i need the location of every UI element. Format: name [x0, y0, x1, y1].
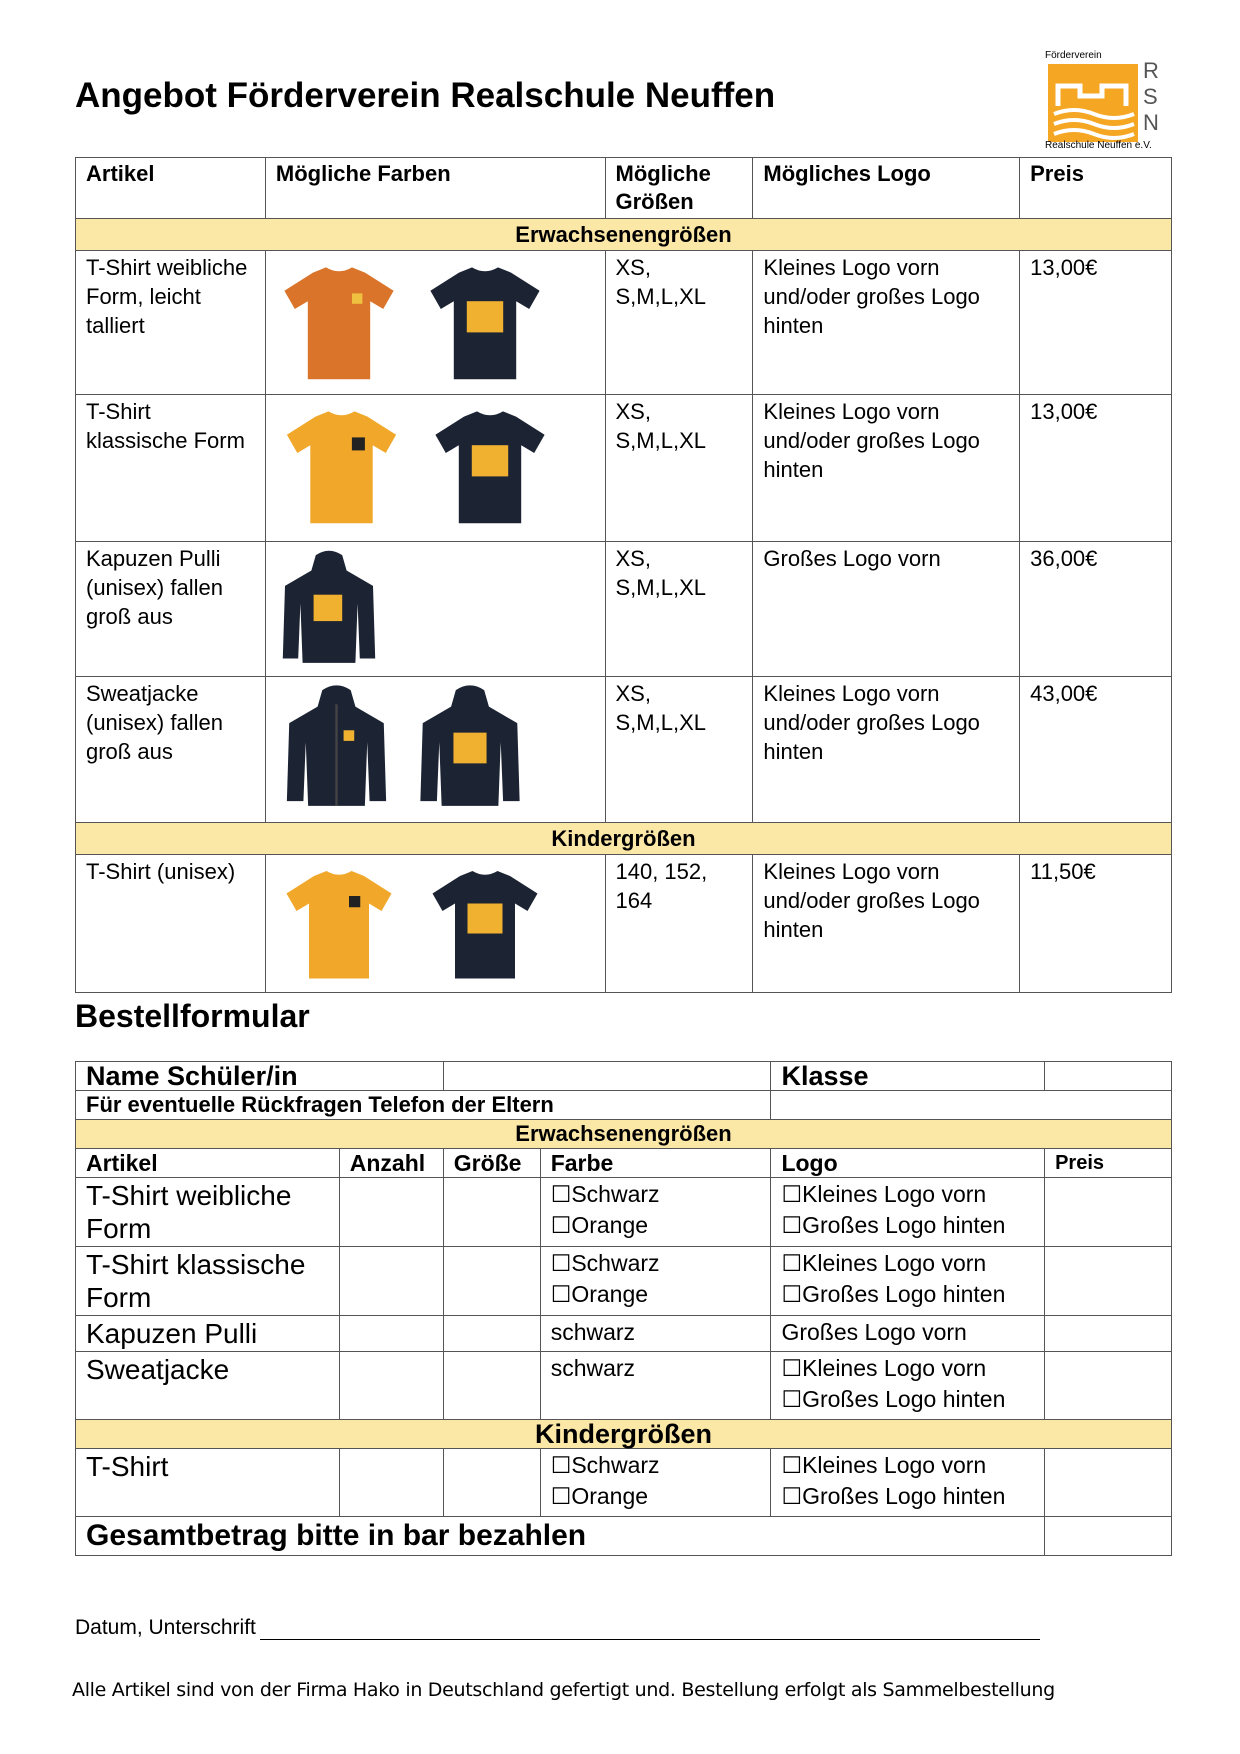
farbe-options[interactable]	[540, 1247, 771, 1316]
checkbox-option[interactable]: ☐Kleines Logo vorn	[781, 1452, 987, 1478]
offer-images	[265, 677, 605, 823]
section-band-adult: Erwachsenengrößen	[76, 219, 1172, 251]
phone-label: Für eventuelle Rückfragen Telefon der Eltern	[76, 1091, 771, 1120]
preis-input[interactable]	[1045, 1449, 1172, 1517]
offer-groessen: XS, S,M,L,XL	[605, 542, 753, 677]
logo-options[interactable]	[771, 1178, 1045, 1247]
form-header: Anzahl	[339, 1149, 443, 1178]
anzahl-input[interactable]	[339, 1178, 443, 1247]
offer-images	[265, 542, 605, 677]
footer-note: Alle Artikel sind von der Firma Hako in Deutschland gefertigt und. Bestellung erfolgt als Sammelbestellung	[72, 1679, 1055, 1701]
offer-groessen: XS, S,M,L,XL	[605, 677, 753, 823]
offer-artikel: Sweatjacke (unisex) fallen groß aus	[76, 677, 266, 823]
checkbox-option[interactable]: ☐Schwarz	[550, 1250, 660, 1276]
checkbox-option[interactable]: ☐Großes Logo hinten	[781, 1212, 1006, 1238]
offer-groessen: 140, 152, 164	[605, 855, 753, 993]
form-header: Artikel	[76, 1149, 340, 1178]
tshirt-navy-image	[410, 257, 560, 387]
checkbox-option[interactable]: ☐Schwarz	[550, 1181, 660, 1207]
offer-row	[76, 251, 1172, 395]
form-row	[76, 1449, 1172, 1517]
logo-options[interactable]	[771, 1449, 1045, 1517]
preis-input[interactable]	[1045, 1178, 1172, 1247]
signature-label: Datum, Unterschrift	[75, 1616, 256, 1639]
form-artikel: Sweatjacke	[76, 1352, 340, 1420]
checkbox-option[interactable]: ☐Kleines Logo vorn	[781, 1250, 987, 1276]
signature-line	[75, 1616, 1040, 1640]
association-logo	[1045, 44, 1170, 152]
farbe-options[interactable]	[540, 1449, 771, 1517]
total-label: Gesamtbetrag bitte in bar bezahlen	[76, 1517, 1045, 1556]
logo-letter: S	[1143, 84, 1158, 109]
anzahl-input[interactable]	[339, 1247, 443, 1316]
checkbox-option[interactable]: ☐Großes Logo hinten	[781, 1281, 1006, 1307]
form-header: Größe	[443, 1149, 540, 1178]
form-header: Preis	[1045, 1149, 1172, 1178]
checkbox-option[interactable]: ☐Kleines Logo vorn	[781, 1355, 987, 1381]
logo-bottom-text: Realschule Neuffen e.V.	[1045, 140, 1152, 151]
signature-input[interactable]	[260, 1619, 1040, 1640]
offer-table	[75, 157, 1172, 993]
groesse-input[interactable]	[443, 1178, 540, 1247]
offer-logo: Kleines Logo vorn und/oder großes Logo hinten	[753, 855, 1020, 993]
tshirt-navy-kids-image	[410, 861, 560, 986]
offer-preis: 13,00€	[1020, 395, 1172, 542]
offer-images	[265, 251, 605, 395]
logo-letter: N	[1143, 110, 1159, 135]
form-header-row	[76, 1149, 1172, 1178]
offer-preis: 13,00€	[1020, 251, 1172, 395]
name-row	[76, 1062, 1172, 1091]
offer-row	[76, 395, 1172, 542]
offer-preis: 11,50€	[1020, 855, 1172, 993]
checkbox-option[interactable]: ☐Orange	[550, 1212, 649, 1238]
logo-value: Großes Logo vorn	[771, 1316, 1045, 1352]
total-row	[76, 1517, 1172, 1556]
klasse-input[interactable]	[1045, 1062, 1172, 1091]
form-artikel: T-Shirt klassische Form	[76, 1247, 340, 1316]
form-artikel: T-Shirt	[76, 1449, 340, 1517]
checkbox-option[interactable]: ☐Orange	[550, 1483, 649, 1509]
tshirt-navy-image	[415, 401, 565, 531]
farbe-value: schwarz	[540, 1316, 771, 1352]
offer-artikel: T-Shirt weibliche Form, leicht talliert	[76, 251, 266, 395]
offer-images	[265, 855, 605, 993]
form-row	[76, 1316, 1172, 1352]
preis-input[interactable]	[1045, 1352, 1172, 1420]
total-input[interactable]	[1045, 1517, 1172, 1556]
page-title: Angebot Förderverein Realschule Neuffen	[75, 76, 776, 115]
checkbox-option[interactable]: ☐Kleines Logo vorn	[781, 1181, 987, 1207]
hoodie-navy-image	[274, 548, 384, 670]
logo-options[interactable]	[771, 1247, 1045, 1316]
offer-logo: Großes Logo vorn	[753, 542, 1020, 677]
offer-groessen: XS, S,M,L,XL	[605, 395, 753, 542]
checkbox-option[interactable]: ☐Orange	[550, 1281, 649, 1307]
offer-row	[76, 677, 1172, 823]
offer-images	[265, 395, 605, 542]
offer-logo: Kleines Logo vorn und/oder großes Logo hinten	[753, 395, 1020, 542]
section-band-kids: Kindergrößen	[76, 823, 1172, 855]
anzahl-input[interactable]	[339, 1316, 443, 1352]
groesse-input[interactable]	[443, 1247, 540, 1316]
phone-row	[76, 1091, 1172, 1120]
offer-preis: 43,00€	[1020, 677, 1172, 823]
checkbox-option[interactable]: ☐Großes Logo hinten	[781, 1386, 1006, 1412]
offer-row	[76, 855, 1172, 993]
form-row	[76, 1352, 1172, 1420]
groesse-input[interactable]	[443, 1352, 540, 1420]
form-band-kids: Kindergrößen	[76, 1420, 1172, 1449]
logo-top-text: Förderverein	[1045, 50, 1102, 61]
phone-input[interactable]	[771, 1091, 1172, 1120]
order-form-title: Bestellformular	[75, 998, 310, 1034]
offer-preis: 36,00€	[1020, 542, 1172, 677]
offer-artikel: T-Shirt klassische Form	[76, 395, 266, 542]
farbe-value: schwarz	[540, 1352, 771, 1420]
form-artikel: Kapuzen Pulli	[76, 1316, 340, 1352]
groesse-input[interactable]	[443, 1449, 540, 1517]
form-artikel: T-Shirt weibliche Form	[76, 1178, 340, 1247]
preis-input[interactable]	[1045, 1247, 1172, 1316]
farbe-options[interactable]	[540, 1178, 771, 1247]
name-input[interactable]	[443, 1062, 771, 1091]
offer-logo: Kleines Logo vorn und/oder großes Logo hinten	[753, 251, 1020, 395]
tshirt-yellow-kids-image	[274, 861, 404, 986]
offer-groessen: XS, S,M,L,XL	[605, 251, 753, 395]
offer-logo: Kleines Logo vorn und/oder großes Logo hinten	[753, 677, 1020, 823]
offer-artikel: Kapuzen Pulli (unisex) fallen groß aus	[76, 542, 266, 677]
sweatjacket-navy-image	[274, 683, 399, 813]
klasse-label: Klasse	[771, 1062, 1045, 1091]
sweatjacket-back-image	[405, 683, 535, 813]
checkbox-option[interactable]: ☐Schwarz	[550, 1452, 660, 1478]
tshirt-orange-image	[274, 257, 404, 387]
logo-options[interactable]	[771, 1352, 1045, 1420]
checkbox-option[interactable]: ☐Großes Logo hinten	[781, 1483, 1006, 1509]
form-row	[76, 1178, 1172, 1247]
anzahl-input[interactable]	[339, 1352, 443, 1420]
offer-header: Mögliche Größen	[605, 158, 753, 219]
form-row	[76, 1247, 1172, 1316]
logo-letters	[1143, 58, 1159, 136]
preis-input[interactable]	[1045, 1316, 1172, 1352]
offer-header-row	[76, 158, 1172, 219]
offer-row	[76, 542, 1172, 677]
offer-header: Preis	[1020, 158, 1172, 219]
logo-mark-icon	[1048, 64, 1138, 142]
offer-header: Mögliche Farben	[265, 158, 605, 219]
anzahl-input[interactable]	[339, 1449, 443, 1517]
name-label: Name Schüler/in	[76, 1062, 444, 1091]
form-header: Logo	[771, 1149, 1045, 1178]
offer-header: Artikel	[76, 158, 266, 219]
logo-letter: R	[1143, 58, 1159, 83]
offer-artikel: T-Shirt (unisex)	[76, 855, 266, 993]
groesse-input[interactable]	[443, 1316, 540, 1352]
form-band-adult: Erwachsenengrößen	[76, 1120, 1172, 1149]
order-form-table	[75, 1061, 1172, 1556]
tshirt-yellow-image	[274, 401, 409, 531]
form-header: Farbe	[540, 1149, 771, 1178]
offer-header: Mögliches Logo	[753, 158, 1020, 219]
